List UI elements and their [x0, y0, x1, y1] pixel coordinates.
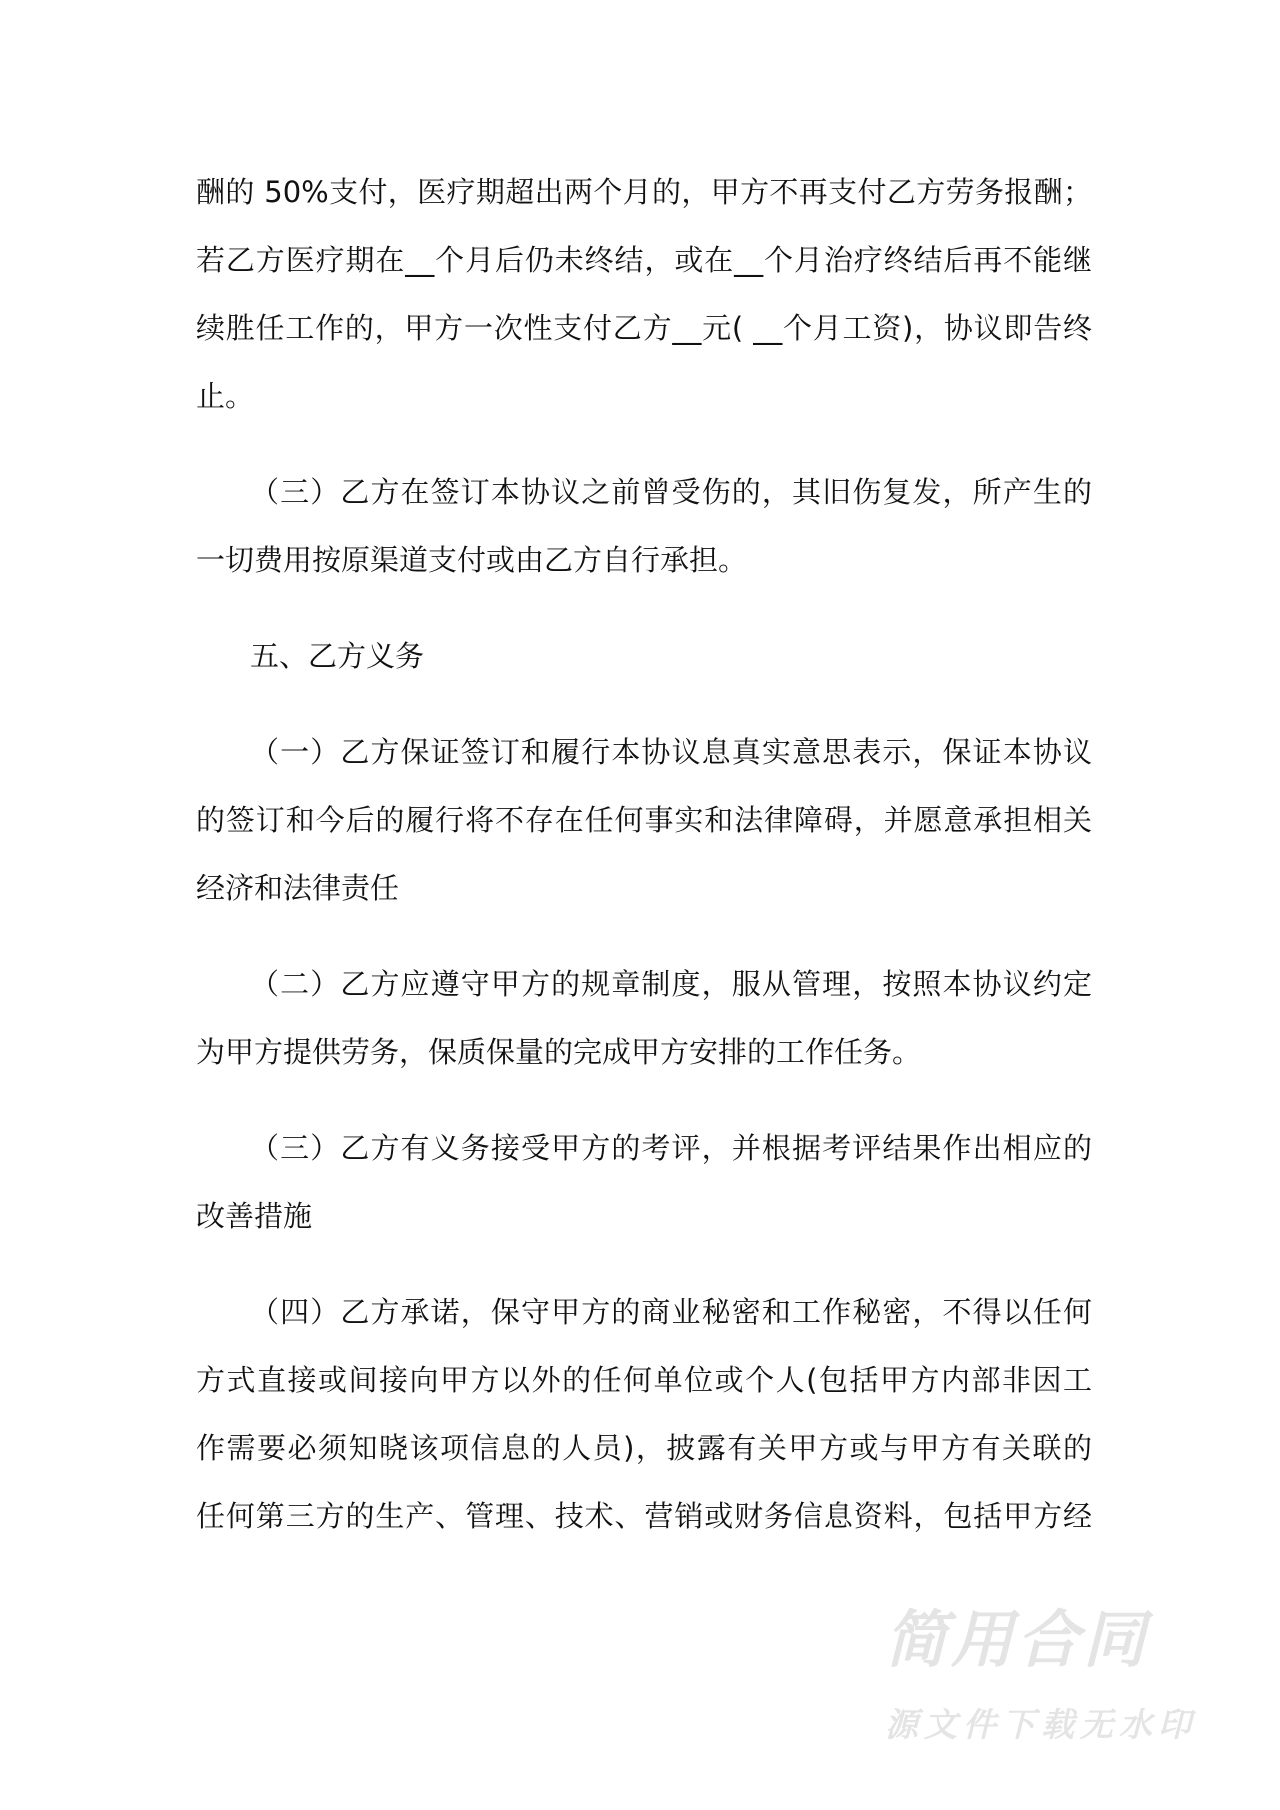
paragraph-obligation-1: [196, 718, 1092, 922]
text-line: 任何第三方的生产、管理、技术、营销或财务信息资料，包括甲方经: [196, 1499, 1092, 1533]
watermark: [885, 1590, 1197, 1746]
text-line: 续胜任工作的，甲方一次性支付乙方__元( __个月工资)，协议即告终: [196, 311, 1092, 345]
text-line: 为甲方提供劳务，保质保量的完成甲方安排的工作任务。: [196, 1035, 922, 1069]
section-heading: [196, 622, 1092, 690]
text-line: 酬的 50%支付，医疗期超出两个月的，甲方不再支付乙方劳务报酬；: [196, 175, 1092, 209]
text-line: 的签订和今后的履行将不存在任何事实和法律障碍，并愿意承担相关: [196, 803, 1092, 837]
text-line: （三）乙方有义务接受甲方的考评，并根据考评结果作出相应的: [250, 1131, 1092, 1165]
text-line: 改善措施: [196, 1199, 313, 1233]
text-line: 经济和法律责任: [196, 871, 400, 905]
paragraph-compensation: [196, 158, 1092, 430]
text-line: 止。: [196, 379, 255, 413]
paragraph-obligation-3: [196, 1114, 1092, 1250]
watermark-title: 简用合同: [885, 1603, 1150, 1676]
heading-text: 五、乙方义务: [250, 639, 425, 673]
text-line: 一切费用按原渠道支付或由乙方自行承担。: [196, 543, 748, 577]
text-line: 作需要必须知晓该项信息的人员)，披露有关甲方或与甲方有关联的: [196, 1431, 1092, 1465]
text-line: （二）乙方应遵守甲方的规章制度，服从管理，按照本协议约定: [250, 967, 1092, 1001]
paragraph-obligation-4: [196, 1278, 1092, 1550]
text-line: （一）乙方保证签订和履行本协议息真实意思表示，保证本协议: [250, 735, 1092, 769]
text-line: （三）乙方在签订本协议之前曾受伤的，其旧伤复发，所产生的: [250, 475, 1092, 509]
watermark-subtitle: 源文件下载无水印: [885, 1705, 1197, 1744]
paragraph-obligation-2: [196, 950, 1092, 1086]
paragraph-old-injury: [196, 458, 1092, 594]
text-line: 方式直接或间接向甲方以外的任何单位或个人(包括甲方内部非因工: [196, 1363, 1092, 1397]
text-line: 若乙方医疗期在__个月后仍未终结，或在__个月治疗终结后再不能继: [196, 243, 1092, 277]
text-line: （四）乙方承诺，保守甲方的商业秘密和工作秘密，不得以任何: [250, 1295, 1092, 1329]
document-body: [196, 158, 1092, 1578]
